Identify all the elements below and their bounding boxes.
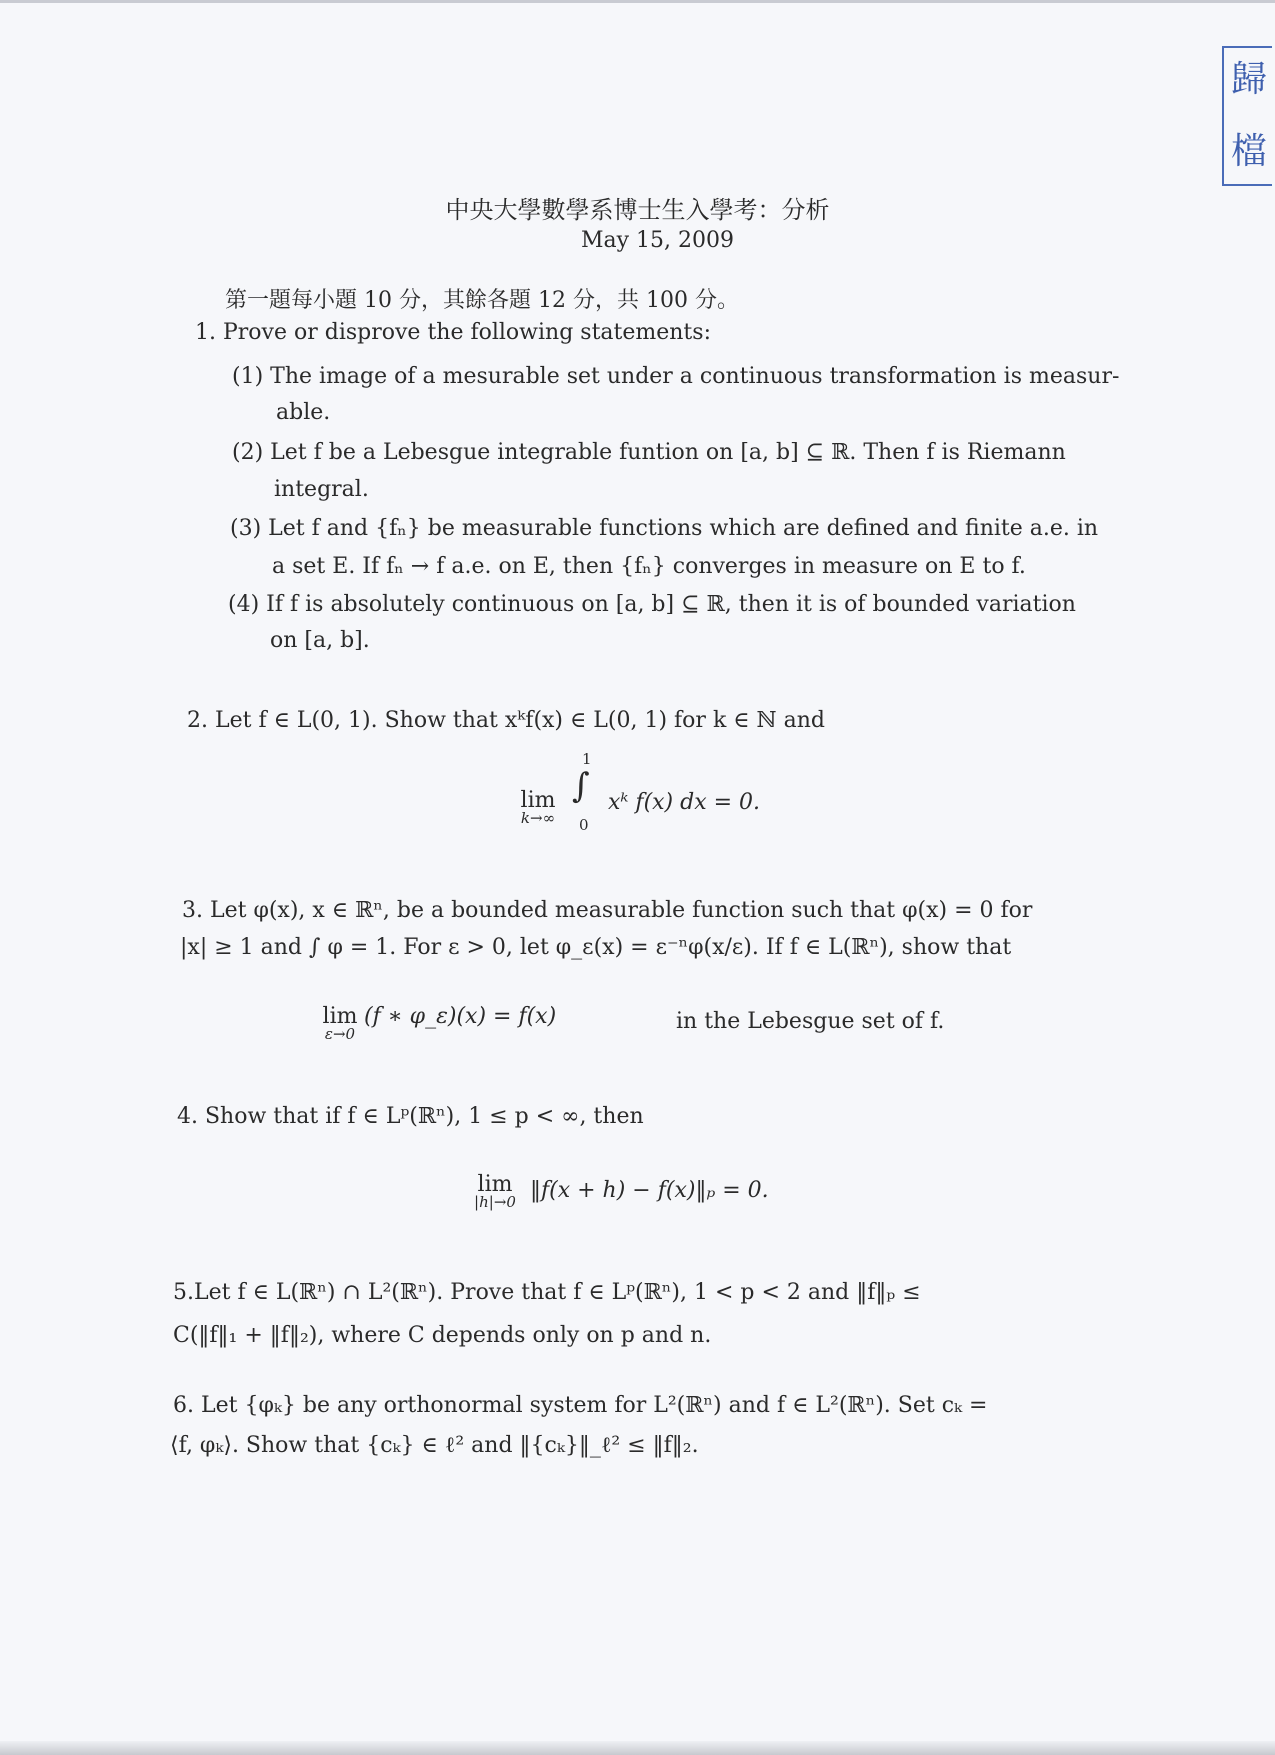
q2-lim-label: lim xyxy=(520,788,556,813)
question-3-line2: |x| ≥ 1 and ∫ φ = 1. For ε > 0, let φ_ε(x) = ε⁻ⁿφ(x/ε). If f ∈ L(ℝⁿ), show that xyxy=(180,935,1012,960)
q1-part-1-line1: (1) The image of a mesurable set under a continuous transformation is measur- xyxy=(232,364,1120,389)
question-4-text: 4. Show that if f ∈ Lᵖ(ℝⁿ), 1 ≤ p < ∞, then xyxy=(177,1104,644,1129)
question-2-text: 2. Let f ∈ L(0, 1). Show that xᵏf(x) ∈ L(0, 1) for k ∈ ℕ and xyxy=(187,708,826,733)
q2-integral-sign: ∫ xyxy=(572,766,590,806)
q1-part-1-line2: able. xyxy=(276,400,331,425)
exam-title: 中央大學數學系博士生入學考：分析 xyxy=(445,196,830,224)
question-5-line1: 5.Let f ∈ L(ℝⁿ) ∩ L²(ℝⁿ). Prove that f ∈ Lᵖ(ℝⁿ), 1 < p < 2 and ‖f‖ₚ ≤ xyxy=(173,1280,921,1305)
archive-stamp xyxy=(1222,46,1272,186)
q1-part-4-line2: on [a, b]. xyxy=(270,628,370,653)
q2-integrand: xᵏ f(x) dx = 0. xyxy=(608,790,761,815)
q1-part-3-line2: a set E. If fₙ → f a.e. on E, then {fₙ} converges in measure on E to f. xyxy=(272,554,1026,579)
q1-part-3-line1: (3) Let f and {fₙ} be measurable functions which are defined and finite a.e. in xyxy=(230,516,1099,541)
q2-limit xyxy=(508,788,568,827)
question-6-line1: 6. Let {φₖ} be any orthonormal system for L²(ℝⁿ) and f ∈ L²(ℝⁿ). Set cₖ = xyxy=(173,1393,988,1418)
scoring-instructions: 第一題每小題 10 分，其餘各題 12 分，共 100 分。 xyxy=(225,288,739,313)
stamp-char-2: 檔 xyxy=(1231,131,1268,172)
q3-lim-sub: ε→0 xyxy=(324,1025,356,1043)
q3-lim-label: lim xyxy=(322,1004,358,1029)
q4-lim-sub: |h|→0 xyxy=(474,1193,516,1211)
q4-formula: ‖f(x + h) − f(x)‖ₚ = 0. xyxy=(530,1178,769,1203)
exam-date: May 15, 2009 xyxy=(580,228,735,253)
question-5-line2: C(‖f‖₁ + ‖f‖₂), where C depends only on p and n. xyxy=(173,1323,712,1348)
scan-edge-top xyxy=(0,0,1275,3)
question-1-intro: 1. Prove or disprove the following statements: xyxy=(195,320,711,345)
q4-lim-label: lim xyxy=(477,1172,513,1197)
q2-lower-bound: 0 xyxy=(579,816,589,834)
q3-limit xyxy=(315,1004,365,1043)
scan-edge-bottom xyxy=(0,1741,1275,1755)
question-3-line1: 3. Let φ(x), x ∈ ℝⁿ, be a bounded measurable function such that φ(x) = 0 for xyxy=(182,898,1033,923)
q3-formula: (f ∗ φ_ε)(x) = f(x) xyxy=(364,1004,557,1029)
q1-part-2-line1: (2) Let f be a Lebesgue integrable funtion on [a, b] ⊆ ℝ. Then f is Riemann xyxy=(232,440,1066,465)
q3-tail: in the Lebesgue set of f. xyxy=(676,1009,945,1034)
q2-lim-sub: k→∞ xyxy=(520,809,556,827)
stamp-char-1: 歸 xyxy=(1231,59,1268,100)
question-6-line2: ⟨f, φₖ⟩. Show that {cₖ} ∈ ℓ² and ‖{cₖ}‖_ℓ² ≤ ‖f‖₂. xyxy=(170,1433,699,1458)
q4-limit xyxy=(465,1172,525,1211)
q1-part-2-line2: integral. xyxy=(274,477,369,502)
q1-part-4-line1: (4) If f is absolutely continuous on [a, b] ⊆ ℝ, then it is of bounded variation xyxy=(228,592,1076,617)
q2-upper-bound: 1 xyxy=(582,750,592,768)
